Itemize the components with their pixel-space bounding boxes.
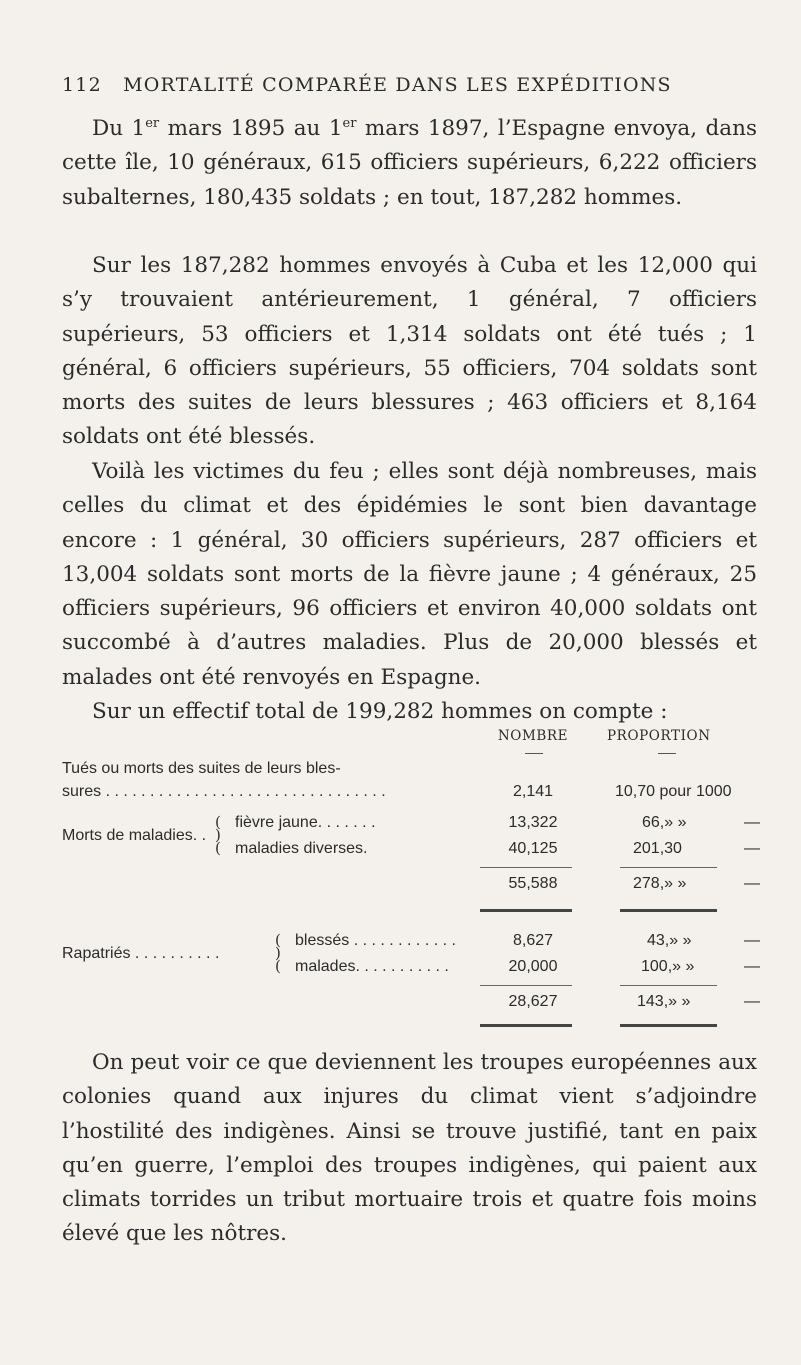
row-malades-nombre: 20,000 — [508, 958, 558, 975]
rule-subtotal1-nombre — [480, 867, 572, 868]
subtotal2-nombre: 28,627 — [508, 993, 558, 1010]
rule-total2-proportion — [620, 1024, 717, 1027]
p1-text-c: mars 1897, l’Espagne envoya, dans cette île, 10 généraux, 615 officiers supérieurs, 6,222 officiers subalternes, 180,435 soldats ; en tout, 187,282 hommes. — [62, 116, 757, 210]
rule-total2-nombre — [480, 1024, 572, 1027]
row-tues-nombre: 2,141 — [512, 783, 554, 800]
col-header-nombre: NOMBRE — [497, 728, 569, 744]
row-blesses-dash: — — [744, 932, 760, 949]
rule-subtotal2-nombre — [480, 985, 572, 986]
subtotal2-proportion: 143,» » — [637, 993, 691, 1010]
brace-morts: ( ) ( — [215, 813, 221, 857]
row-tues-label-text: sures — [62, 783, 102, 800]
row-blesses-proportion: 43,» » — [647, 932, 692, 949]
brace-rapatries: ( ) ( — [275, 931, 281, 975]
paragraph-4: Sur un effectif total de 199,282 hommes on compte : — [92, 699, 668, 724]
row-maladies-nombre: 40,125 — [508, 840, 558, 857]
subtotal2-dash: — — [744, 993, 760, 1010]
subtotal1-dash: — — [744, 875, 760, 892]
page-number: 112 — [62, 74, 102, 96]
row-malades-dash: — — [744, 958, 760, 975]
subtotal1-proportion: 278,» » — [633, 875, 687, 892]
row-morts-label: Morts de maladies. . — [62, 827, 207, 844]
row-tues-leader: . . . . . . . . . . . . . . . . . . . . . . . . . . . . . . . . — [105, 783, 386, 800]
p1-sup-b: er — [342, 115, 357, 131]
paragraph-2: Sur les 187,282 hommes envoyés à Cuba et les 12,000 qui s’y trouvaient antérieurement, 1 général, 7 officiers supérieurs, 53 officiers et 1,314 soldats ont été tués ; 1 général, 6 officiers supérieurs, 55 officiers, 704 soldats sont morts des suites de leurs blessures ; 463 officiers et 8,164 soldats ont été blessés. — [62, 253, 757, 450]
header-dash-proportion — [658, 753, 676, 754]
row-tues-label-line2 — [62, 783, 482, 801]
row-fievre-nombre: 13,322 — [508, 814, 558, 831]
subtotal1-nombre: 55,588 — [508, 875, 558, 892]
row-maladies-dash: — — [744, 840, 760, 857]
row-fievre-label: fièvre jaune. . . . . . . — [235, 814, 376, 831]
row-blesses-label: blessés . . . . . . . . . . . . — [295, 932, 456, 949]
paragraph-1 — [62, 112, 757, 215]
running-title: MORTALITÉ COMPARÉE DANS LES EXPÉDITIONS — [123, 74, 672, 96]
row-rapatries-label: Rapatriés . . . . . . . . . . — [62, 945, 220, 962]
header-dash-nombre — [525, 753, 543, 754]
p1-text-b: mars 1895 au 1 — [159, 116, 343, 141]
row-malades-proportion: 100,» » — [641, 958, 695, 975]
rule-total1-nombre — [480, 909, 572, 912]
row-fievre-proportion: 66,» » — [642, 814, 687, 831]
p1-sup-a: er — [145, 115, 160, 131]
p1-text-a: Du 1 — [92, 116, 146, 141]
rule-subtotal1-proportion — [620, 867, 717, 868]
row-blesses-nombre: 8,627 — [512, 932, 554, 949]
paragraph-5: On peut voir ce que deviennent les troupes européennes aux colonies quand aux injures du climat vient s’adjoindre l’hostilité des indigènes. Ainsi se trouve justifié, tant en paix qu’en guerre, l’emploi des troupes indigènes, qui paient aux climats torrides un tribut mortuaire trois et quatre fois moins élevé que les nôtres. — [62, 1050, 757, 1247]
row-maladies-proportion: 201,30 — [633, 840, 682, 857]
rule-subtotal2-proportion — [620, 985, 717, 986]
row-tues-label-line1: Tués ou morts des suites de leurs bles- — [62, 760, 341, 777]
rule-total1-proportion — [620, 909, 717, 912]
row-tues-proportion: 10,70 pour 1000 — [615, 783, 732, 800]
row-malades-label: malades. . . . . . . . . . . — [295, 958, 449, 975]
row-maladies-label: maladies diverses. — [235, 840, 368, 857]
paragraph-3: Voilà les victimes du feu ; elles sont déjà nombreuses, mais celles du climat et des épidémies le sont bien davantage encore : 1 général, 30 officiers supérieurs, 287 officiers et 13,004 soldats sont morts de la fièvre jaune ; 4 généraux, 25 officiers supérieurs, 96 officiers et environ 40,000 soldats ont succombé à d’autres maladies. Plus de 20,000 blessés et malades ont été renvoyés en Espagne. — [62, 459, 757, 690]
row-fievre-dash: — — [744, 814, 760, 831]
col-header-proportion: PROPORTION — [607, 728, 711, 744]
running-header — [62, 74, 762, 96]
